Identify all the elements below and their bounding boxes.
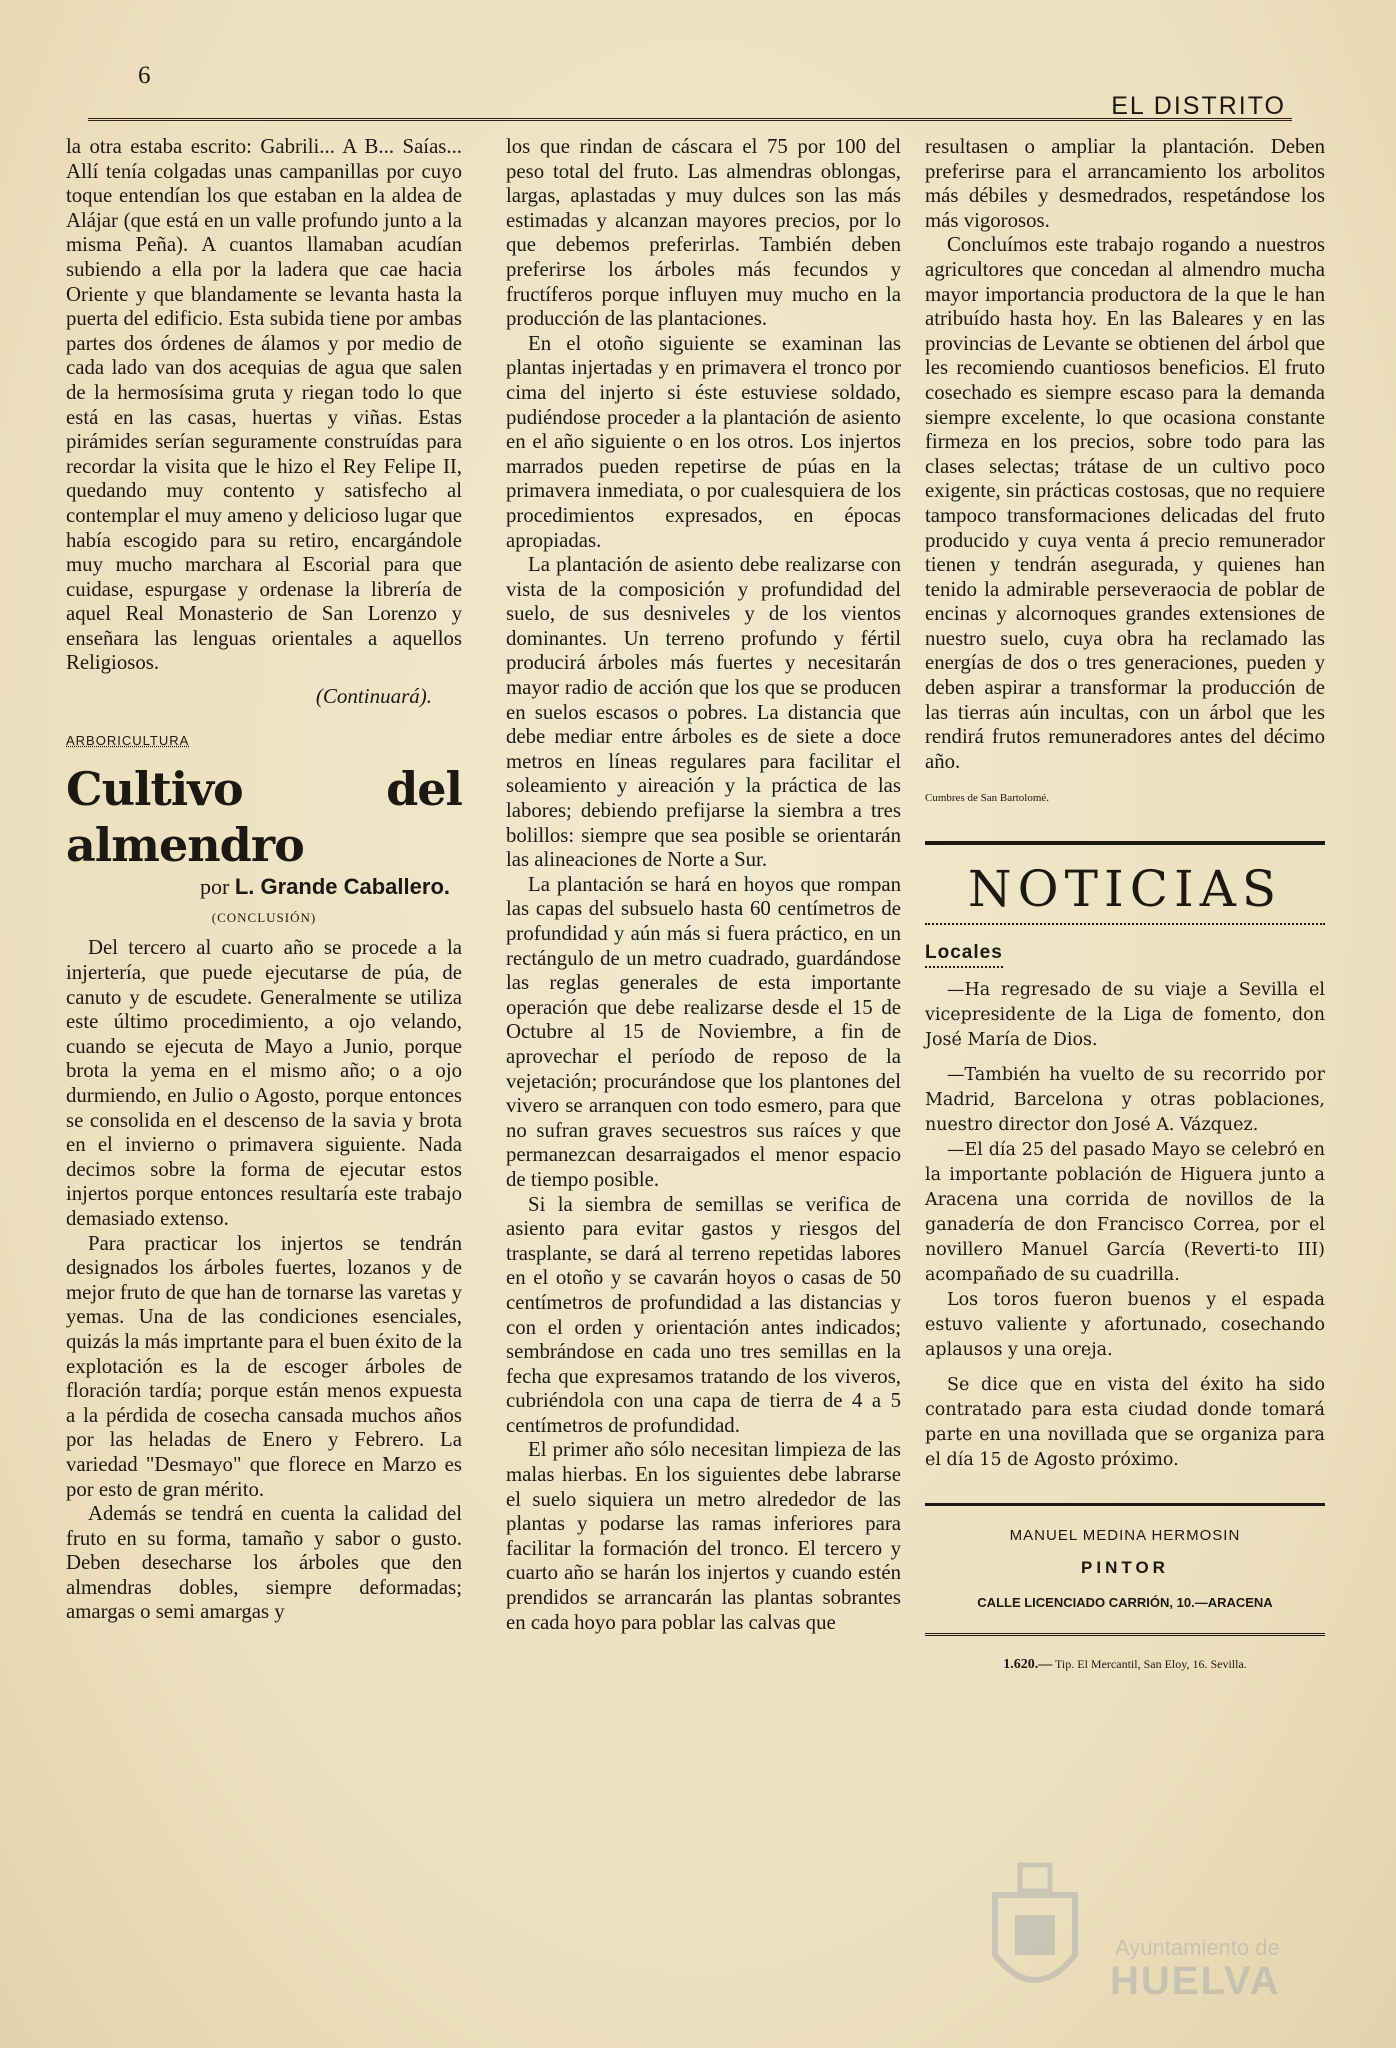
archive-watermark: [980, 1855, 1340, 2025]
imprint: [925, 1652, 1325, 1678]
section-label: ARBORICULTURA: [66, 732, 190, 748]
masthead: EL DISTRITO: [1111, 92, 1286, 120]
noticias-heading: NOTICIAS: [967, 860, 1283, 919]
article-paragraph: Concluímos este trabajo rogando a nuestros agricultores que concedan al almendro mucha mayor importancia productora de la que le han atribuído hasta hoy. En las Baleares y en las provincias de Levante se obtienen del árbol que les recomiendo cuantiosos beneficios. El fruto cosechado es siempre escaso para la demanda siempre excelente, lo que ocasiona constante firmeza en los precios, sobre todo para las clases selectas; trátase de un cultivo poco exigente, sin prácticas costosas, que no requiere tampoco transformaciones delicadas del fruto producido y cuya venta á precio remunerador tienen y tendrán asegurada, y quienes han tenido la admirable perseveraocia de poblar de encinas y alcornoques grandes extensiones de nuestro suelo, cuya obra ha reclamado las energías de dos o tres generaciones, pueden y deben aspirar a transformar la producción de las tierras aún incultas, con un árbol que les rendirá frutos remuneradores antes del décimo año.: [925, 233, 1325, 773]
news-item: —También ha vuelto de su recorrido por Madrid, Barcelona y otras poblaciones, nuestro director don José A. Vázquez.: [925, 1064, 1325, 1135]
watermark-line1: Ayuntamiento de: [1115, 1935, 1280, 1960]
article-paragraph: El primer año sólo necesitan limpieza de las malas hierbas. En los siguientes debe labrarse el suelo siquiera un metro alrededor de las plantas y podarse las ramas inferiores para facilitar la formación del tronco. El tercero y cuarto año se harán los injertos y cuando estén prendidos se arrancarán las plantas sobrantes en cada hoyo para poblar las calvas que: [506, 1438, 901, 1634]
article-signature: Cumbres de San Bartolomé.: [925, 792, 1050, 805]
imprint-text: Tip. El Mercantil, San Eloy, 16. Sevilla.: [1055, 1657, 1247, 1672]
column-1: [66, 135, 462, 1625]
ad-address: CALLE LICENCIADO CARRIÓN, 10.—ARACENA: [977, 1594, 1273, 1610]
article-title: Cultivo del almendro: [66, 762, 462, 873]
locales-label: Locales: [925, 941, 1003, 968]
section-divider: [925, 841, 1325, 845]
byline: [66, 875, 462, 900]
imprint-number: 1.620.—: [1003, 1657, 1053, 1673]
article-paragraph: Además se tendrá en cuenta la calidad del fruto en su forma, tamaño y sabor o gusto. Deben desecharse los árboles que den almendras dobles, siempre deformadas; amargas o semi amargas y: [66, 1502, 462, 1624]
noticias-divider: [925, 923, 1325, 925]
news-item: Se dice que en vista del éxito ha sido contratado para esta ciudad donde tomará parte en una novillada que se organiza para el día 15 de Agosto próximo.: [925, 1374, 1325, 1470]
ad-name: MANUEL MEDINA HERMOSIN: [1009, 1526, 1241, 1544]
news-item: —El día 25 del pasado Mayo se celebró en la importante población de Higuera junto a Aracena una corrida de novillos de la ganadería de don Francisco Correa, por el novillero Manuel García (Reverti-to III) acompañado de su cuadrilla.: [925, 1139, 1325, 1285]
article-paragraph: Del tercero al cuarto año se procede a la injertería, que puede ejecutarse de púa, de canuto y de escudete. Generalmente se utiliza este último procedimiento, a ojo velando, cuando se ejecuta de Mayo a Junio, porque brota la yema en el mismo año; o a ojo durmiendo, en Julio o Agosto, porque entonces se consolida en el descenso de la savia y brota en el invierno o primavera siguiente. Nada decimos sobre la forma de ejecutar estos injertos porque entonces resultaría este trabajo demasiado extenso.: [66, 936, 462, 1230]
ad-bottom-divider: [925, 1633, 1325, 1636]
byline-por: por: [200, 874, 230, 900]
news-item: —Ha regresado de su viaje a Sevilla el vicepresidente de la Liga de fomento, don José María de Dios.: [925, 979, 1325, 1050]
page-number: 6: [138, 62, 151, 89]
article-paragraph: Si la siembra de semillas se verifica de asiento para evitar gastos y riesgos del trasplante, se dará al terreno repetidas labores en el otoño y se cavarán hoyos o casas de 50 centímetros de profundidad a las distancias y con el orden y orientación antes indicados; sembrándose en cada uno tres semillas en la fecha que expresamos tratando de los viveros, cubriéndola con una capa de tierra de 4 a 5 centímetros de profundidad.: [506, 1192, 901, 1437]
continued-note: (Continuará).: [315, 684, 432, 709]
continued-paragraph: la otra estaba escrito: Gabrili... A B... Saías... Allí tenía colgadas unas campanillas por cuyo toque entendían los que estaban en la aldea de Alájar (que está en un valle profundo junto a la misma Peña). A cuantos llamaban acudían subiendo a ella por la ladera que cae hacia Oriente y que blandamente se levanta hasta la puerta del edificio. Esta subida tiene por ambas partes dos órdenes de álamos y por medio de cada lado van dos acequias de agua que salen de la hermosísima gruta y riegan todo lo que está en las casas, huertas y viñas. Estas pirámides serían seguramente construídas para recordar la visita que le hizo el Rey Felipe II, quedando muy contento y satisfecho al contemplar el muy ameno y delicioso lugar que había escogido para su retiro, encargándole muy mucho marchara al Escorial para que cuidase, espurgase y ordenase la librería de aquel Real Monasterio de San Lorenzo y enseñara las lenguas orientales a aquellos Religiosos.: [66, 135, 462, 675]
article-paragraph: los que rindan de cáscara el 75 por 100 del peso total del fruto. Las almendras oblongas, largas, aplastadas y muy dulces son las más estimadas y alcanzan mayores precios, por lo que debemos preferirlas. También deben preferirse los árboles más fecundos y fructíferos porque influyen muy mucho en la producción de las plantaciones.: [506, 135, 901, 331]
ad-divider: [925, 1503, 1325, 1506]
news-list: [925, 978, 1325, 1473]
advertisement: [925, 1524, 1325, 1616]
article-paragraph: Para practicar los injertos se tendrán designados los árboles fuertes, lozanos y de mejor fruto de que han de tornarse las varetas y yemas. Una de las condiciones esenciales, quizás la más imprtante para el buen éxito de la explotación es la de escoger árboles de floración tardía; porque están menos expuesta a la pérdida de cosecha cansada muchos años por las heladas de Enero y Febrero. La variedad "Desmayo" que florece en Marzo es por esto de gran mérito.: [66, 1231, 462, 1501]
header-rule: [88, 118, 1292, 121]
article-paragraph: La plantación se hará en hoyos que rompan las capas del subsuelo hasta 60 centímetros de profundidad y aún más si fuera práctico, en un rectángulo de un metro cuadrado, guardándose las reglas generales de esta importante operación que debe realizarse desde el 15 de Octubre al 15 de Noviembre, a fin de aprovechar el período de reposo de la vejetación; procurándose que los plantones del vivero se arranquen con todo esmero, para que no sufran graves secuestros sus raíces y que permanezcan desarraigados el menor espacio de tiempo posible.: [506, 872, 901, 1191]
ad-trade: PINTOR: [1081, 1558, 1169, 1578]
article-paragraph: En el otoño siguiente se examinan las plantas injertadas y en primavera el tronco por cima del injerto si éste estuviese soldado, pudiéndose proceder a la plantación de asiento en el año siguiente o en los otros. Los injertos marrados pueden repetirse de púas en la primavera inmediata, o por cualesquiera de los procedimientos expresados, en épocas apropiadas.: [506, 331, 901, 552]
crest-icon: [980, 1855, 1090, 2005]
byline-author: L. Grande Caballero.: [234, 874, 450, 900]
article-paragraph: La plantación de asiento debe realizarse con vista de la composición y profundidad del suelo, de sus desniveles y de los vientos dominantes. Un terreno profundo y fértil producirá árboles más fuertes y necesitarán mayor radio de acción que los que se producen en suelos escasos o pobres. La distancia que debe mediar entre árboles es de siete a doce metros en líneas regulares para facilitar el soleamiento y aireación y la práctica de las labores; debiendo prefijarse la siembra a tres bolillos: siempre que sea posible se orientarán las alineaciones de Norte a Sur.: [506, 553, 901, 872]
article-paragraph: resultasen o ampliar la plantación. Deben preferirse para el arrancamiento los arbolitos más débiles y desmedrados, respetándose los más vigorosos.: [925, 135, 1325, 232]
news-item: Los toros fueron buenos y el espada estuvo valiente y afortunado, cosechando aplausos y una oreja.: [925, 1289, 1325, 1360]
watermark-line2: HUELVA: [1110, 1959, 1281, 2003]
conclusion-label: (CONCLUSIÓN): [211, 909, 317, 925]
